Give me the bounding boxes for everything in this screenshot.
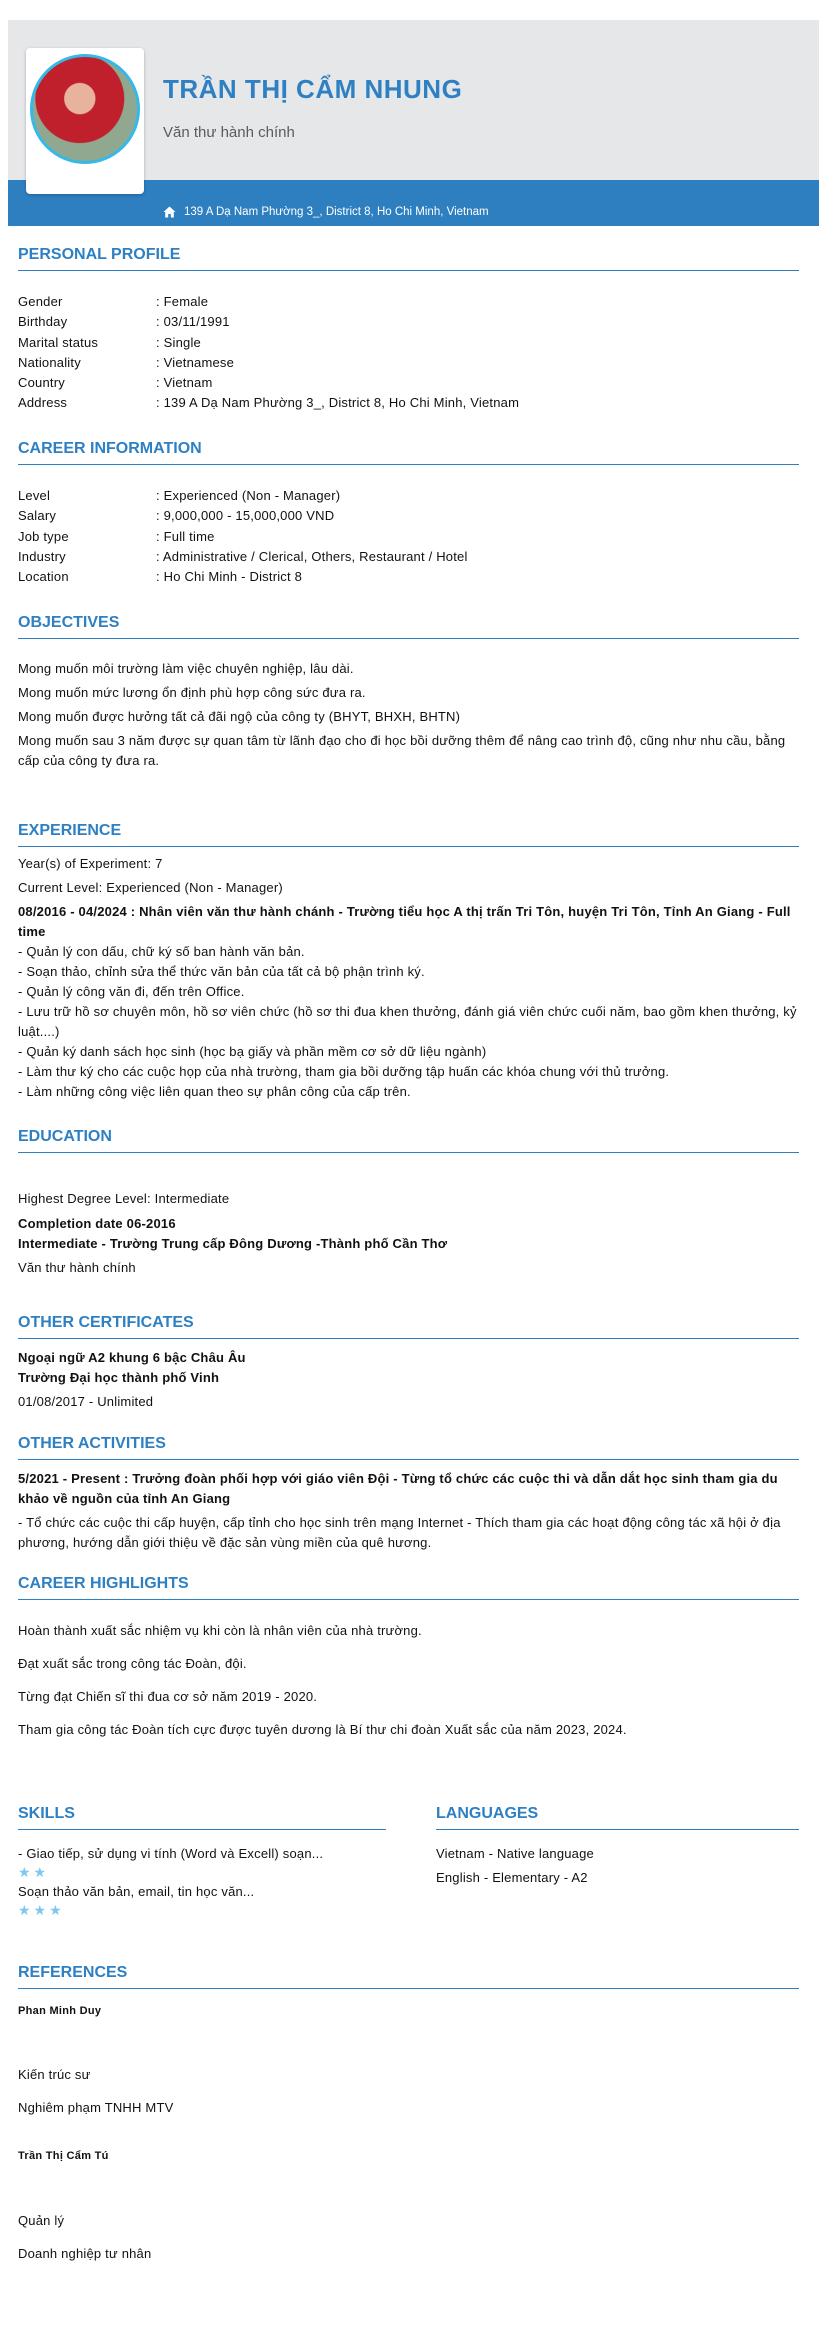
- personal-row: [18, 393, 799, 413]
- section-title: PERSONAL PROFILE: [18, 246, 799, 271]
- skill-rating-stars: ★★: [18, 1864, 50, 1880]
- section-title: OBJECTIVES: [18, 614, 799, 639]
- field-label: Birthday: [18, 314, 68, 330]
- certificate-validity: 01/08/2017 - Unlimited: [18, 1394, 154, 1409]
- section-title: SKILLS: [18, 1805, 386, 1830]
- resume-page: [8, 20, 819, 226]
- reference-title: Kiến trúc sư: [18, 2067, 91, 2082]
- field-value: : 9,000,000 - 15,000,000 VND: [156, 508, 335, 524]
- language-item: Vietnam - Native language: [436, 1846, 594, 1861]
- field-label: Salary: [18, 508, 57, 524]
- objective-line: Mong muốn mức lương ổn định phù hợp công sức đưa ra.: [18, 685, 366, 700]
- activity-description: - Tổ chức các cuộc thi cấp huyện, cấp tỉnh cho học sinh trên mạng Internet - Thích tham gia các hoạt động công tác xã hội ở địa phương, hướng dẫn giới thiệu về đặc sản vùng miền của quê hương.: [18, 1515, 781, 1550]
- field-value: : Vietnam: [156, 375, 213, 391]
- objective-line: Mong muốn sau 3 năm được sự quan tâm từ lãnh đạo cho đi học bồi dưỡng thêm để nâng cao trình độ, cũng như nhu cầu, bằng cấp của công ty đưa ra.: [18, 733, 786, 768]
- skill-name: - Giao tiếp, sử dụng vi tính (Word và Excell) soạn...: [18, 1846, 324, 1861]
- field-label: Industry: [18, 548, 66, 564]
- section-title: OTHER CERTIFICATES: [18, 1314, 799, 1339]
- completion-date: Completion date 06-2016: [18, 1216, 176, 1231]
- personal-row: [18, 373, 799, 393]
- reference-name: Phan Minh Duy: [18, 2005, 102, 2017]
- personal-row: [18, 353, 799, 373]
- education-section: [18, 1128, 799, 1278]
- field-label: Location: [18, 569, 69, 585]
- job-duty: - Lưu trữ hồ sơ chuyên môn, hồ sơ viên chức (hồ sơ thi đua khen thưởng, đánh giá viên chức cuối năm, bao gồm khen thưởng, kỷ luật....): [18, 1004, 797, 1039]
- objective-line: Mong muốn được hưởng tất cả đãi ngộ của công ty (BHYT, BHXH, BHTN): [18, 709, 461, 724]
- language-item: English - Elementary - A2: [436, 1870, 588, 1885]
- field-value: : Single: [156, 334, 201, 350]
- experience-current-level: Current Level: Experienced (Non - Manager): [18, 880, 283, 895]
- field-value: : Vietnamese: [156, 354, 235, 370]
- field-label: Marital status: [18, 334, 99, 350]
- career-row: [18, 506, 799, 526]
- job-heading: 08/2016 - 04/2024 : Nhân viên văn thư hành chánh - Trường tiểu học A thị trấn Tri Tôn, huyện Tri Tôn, Tỉnh An Giang - Full time: [18, 904, 791, 939]
- home-icon: [163, 206, 176, 218]
- highlight-line: Hoàn thành xuất sắc nhiệm vụ khi còn là nhân viên của nhà trường.: [18, 1623, 422, 1638]
- contact-address: [163, 206, 489, 218]
- major: Văn thư hành chính: [18, 1260, 136, 1275]
- candidate-position: Văn thư hành chính: [163, 124, 295, 141]
- career-information-section: [18, 440, 799, 587]
- address-text: 139 A Dạ Nam Phường 3_, District 8, Ho Chi Minh, Vietnam: [184, 206, 489, 218]
- personal-row: [18, 312, 799, 332]
- reference-company: Doanh nghiệp tư nhân: [18, 2246, 152, 2261]
- activities-section: [18, 1435, 799, 1553]
- resume-header: [8, 20, 819, 180]
- candidate-name: TRẦN THỊ CẨM NHUNG: [163, 74, 463, 104]
- skill-rating-stars: ★★★: [18, 1902, 65, 1918]
- job-duty: - Làm những công việc liên quan theo sự phân công của cấp trên.: [18, 1084, 411, 1099]
- section-title: EDUCATION: [18, 1128, 799, 1153]
- field-label: Address: [18, 395, 68, 411]
- certificate-name: Ngoại ngữ A2 khung 6 bậc Châu Âu: [18, 1350, 246, 1365]
- field-value: : Administrative / Clerical, Others, Restaurant / Hotel: [156, 548, 468, 564]
- job-duty: - Quản ký danh sách học sinh (học bạ giấy và phần mềm cơ sở dữ liệu ngành): [18, 1044, 487, 1059]
- section-title: REFERENCES: [18, 1964, 799, 1989]
- career-row: [18, 547, 799, 567]
- section-title: CAREER HIGHLIGHTS: [18, 1575, 799, 1600]
- objectives-section: [18, 614, 799, 771]
- field-value: : Female: [156, 294, 209, 309]
- avatar-card: [26, 48, 144, 194]
- certificates-section: [18, 1314, 799, 1412]
- activity-heading: 5/2021 - Present : Trưởng đoàn phối hợp với giáo viên Đội - Từng tổ chức các cuộc thi và dẫn dắt học sinh tham gia du khảo về nguồn của tỉnh An Giang: [18, 1471, 778, 1506]
- personal-list: [18, 292, 799, 414]
- languages-section: [436, 1805, 799, 1888]
- personal-profile-section: [18, 246, 799, 414]
- reference-company: Nghiêm phạm TNHH MTV: [18, 2100, 174, 2115]
- career-list: [18, 486, 799, 587]
- school-name: Intermediate - Trường Trung cấp Đông Dương -Thành phố Cần Thơ: [18, 1236, 448, 1251]
- field-label: Gender: [18, 294, 63, 309]
- references-section: [18, 1964, 799, 2264]
- field-value: : Ho Chi Minh - District 8: [156, 569, 303, 585]
- skills-section: [18, 1805, 386, 1918]
- experience-years: Year(s) of Experiment: 7: [18, 856, 163, 871]
- section-title: CAREER INFORMATION: [18, 440, 799, 465]
- highlight-line: Tham gia công tác Đoàn tích cực được tuyên dương là Bí thư chi đoàn Xuất sắc của năm 2023, 2024.: [18, 1722, 627, 1737]
- career-highlights-section: [18, 1575, 799, 1740]
- highlight-line: Đạt xuất sắc trong công tác Đoàn, đội.: [18, 1656, 247, 1671]
- field-value: : Full time: [156, 528, 215, 544]
- section-title: EXPERIENCE: [18, 822, 799, 847]
- job-duty: - Quản lý công văn đi, đến trên Office.: [18, 984, 245, 999]
- section-title: LANGUAGES: [436, 1805, 799, 1830]
- objective-line: Mong muốn môi trường làm việc chuyên nghiệp, lâu dài.: [18, 661, 354, 676]
- reference-name: Trần Thị Cẩm Tú: [18, 2150, 109, 2162]
- field-value: : 139 A Dạ Nam Phường 3_, District 8, Ho Chi Minh, Vietnam: [156, 395, 520, 411]
- field-label: Level: [18, 488, 51, 503]
- certificate-issuer: Trường Đại học thành phố Vinh: [18, 1370, 220, 1385]
- job-duty: - Quản lý con dấu, chữ ký số ban hành văn bản.: [18, 944, 305, 959]
- field-label: Nationality: [18, 354, 81, 370]
- field-label: Job type: [18, 528, 69, 544]
- skill-name: Soạn thảo văn bản, email, tin học văn...: [18, 1884, 255, 1899]
- career-row: [18, 527, 799, 547]
- highest-degree: Highest Degree Level: Intermediate: [18, 1191, 230, 1206]
- experience-section: [18, 822, 799, 1102]
- personal-row: [18, 292, 799, 312]
- reference-title: Quản lý: [18, 2213, 65, 2228]
- field-label: Country: [18, 375, 65, 391]
- field-value: : 03/11/1991: [156, 314, 230, 330]
- avatar: [30, 54, 140, 164]
- highlight-line: Từng đạt Chiến sĩ thi đua cơ sở năm 2019 - 2020.: [18, 1689, 318, 1704]
- personal-row: [18, 333, 799, 353]
- section-title: OTHER ACTIVITIES: [18, 1435, 799, 1460]
- career-row: [18, 486, 799, 506]
- job-duty: - Soạn thảo, chỉnh sửa thể thức văn bản của tất cả bộ phận trình ký.: [18, 964, 425, 979]
- field-value: : Experienced (Non - Manager): [156, 488, 341, 503]
- career-row: [18, 567, 799, 587]
- job-duty: - Làm thư ký cho các cuộc họp của nhà trường, tham gia bồi dưỡng tập huấn các khóa chung với thủ trưởng.: [18, 1064, 670, 1079]
